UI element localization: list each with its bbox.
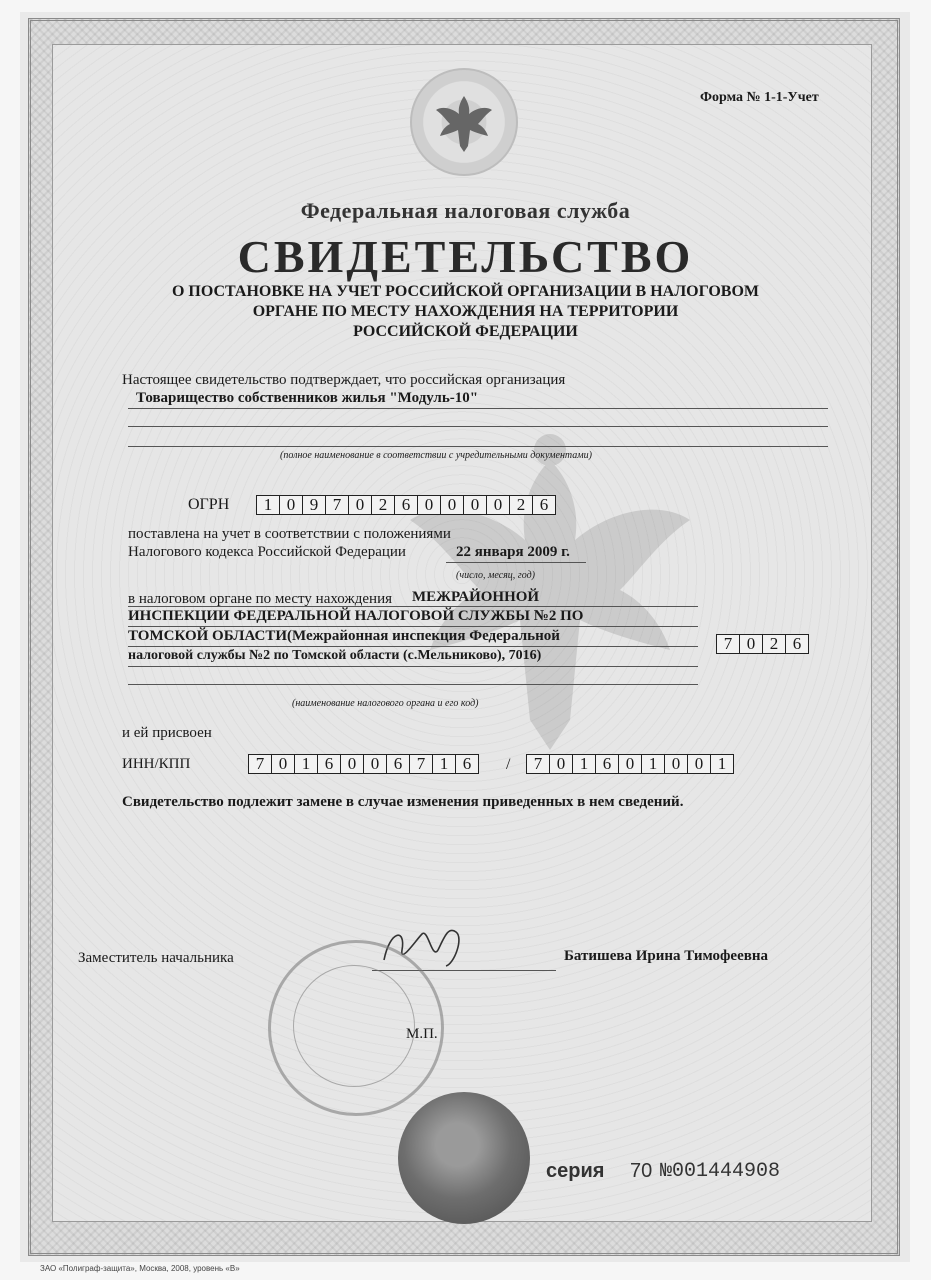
- tax-office-caption: (наименование налогового органа и его код): [292, 698, 479, 709]
- hologram-seal-icon: [398, 1092, 530, 1224]
- inn-digit: 7: [249, 755, 272, 773]
- document-subtitle: [0, 282, 931, 342]
- inn-kpp-label: ИНН/КПП: [122, 756, 191, 772]
- ogrn-digit: 2: [372, 496, 395, 514]
- ogrn-digit: 0: [418, 496, 441, 514]
- tax-office-line: ИНСПЕКЦИИ ФЕДЕРАЛЬНОЙ НАЛОГОВОЙ СЛУЖБЫ №2 ПО: [128, 608, 584, 624]
- subtitle-line: ОРГАНЕ ПО МЕСТУ НАХОЖДЕНИЯ НА ТЕРРИТОРИИ: [252, 303, 679, 320]
- inn-digit: 6: [387, 755, 410, 773]
- kpp-digit: 1: [642, 755, 665, 773]
- document-title: СВИДЕТЕЛЬСТВО: [237, 231, 694, 282]
- kpp-digit: 0: [688, 755, 711, 773]
- ogrn-digit: 0: [349, 496, 372, 514]
- ogrn-digit: 7: [326, 496, 349, 514]
- replacement-notice: Свидетельство подлежит замене в случае изменения приведенных в нем сведений.: [122, 794, 684, 810]
- inn-digit: 0: [364, 755, 387, 773]
- tax-office-code-digit: 7: [717, 635, 740, 653]
- inn-digit: 1: [433, 755, 456, 773]
- subtitle-line: РОССИЙСКОЙ ФЕДЕРАЦИИ: [353, 323, 578, 340]
- ogrn-digit: 9: [303, 496, 326, 514]
- agency-name: Федеральная налоговая служба: [300, 198, 631, 223]
- divider: [128, 426, 828, 427]
- organization-name-caption: (полное наименование в соответствии с учредительными документами): [280, 450, 592, 461]
- tax-office-code-digit: 0: [740, 635, 763, 653]
- signer-title: Заместитель начальника: [78, 950, 234, 966]
- divider: [128, 646, 698, 647]
- stamp-place-label: М.П.: [406, 1026, 438, 1042]
- ogrn-digit: 2: [510, 496, 533, 514]
- series-label: серия: [546, 1160, 605, 1182]
- divider: [446, 562, 586, 563]
- tax-office-code-digit: 2: [763, 635, 786, 653]
- tax-office-prefix: в налоговом органе по месту нахождения: [128, 591, 393, 607]
- ogrn-digit: 0: [280, 496, 303, 514]
- kpp-digit: 0: [665, 755, 688, 773]
- divider: [128, 666, 698, 667]
- inn-digit: 7: [410, 755, 433, 773]
- inn-digit: 0: [341, 755, 364, 773]
- divider: [128, 446, 828, 447]
- divider: [128, 684, 698, 685]
- kpp-digit: 0: [550, 755, 573, 773]
- inn-digit: 6: [462, 754, 472, 773]
- inn-digit: 0: [272, 755, 295, 773]
- ogrn-boxes: [256, 495, 556, 515]
- registered-text-2: Налогового кодекса Российской Федерации: [128, 544, 406, 560]
- organization-name: Товарищество собственников жилья "Модуль-10": [136, 390, 479, 406]
- kpp-digit: 7: [527, 755, 550, 773]
- kpp-digit: 6: [596, 755, 619, 773]
- ogrn-digit: 1: [257, 496, 280, 514]
- inn-kpp-separator: /: [506, 756, 511, 773]
- assigned-text: и ей присвоен: [122, 725, 212, 741]
- kpp-digit: 0: [619, 755, 642, 773]
- inn-digit: 1: [295, 755, 318, 773]
- kpp-digit: 1: [717, 754, 727, 773]
- tax-office-code-digit: 6: [792, 634, 802, 653]
- tax-office-line: налоговой службы №2 по Томской области (с.Мельниково), 7016): [128, 648, 542, 663]
- ogrn-digit: 6: [539, 495, 549, 514]
- tax-office-line: ТОМСКОЙ ОБЛАСТИ(Межрайонная инспекция Федеральной: [128, 628, 560, 644]
- kpp-digit: 1: [573, 755, 596, 773]
- series-number: №001444908: [660, 1160, 781, 1183]
- printer-imprint: ЗАО «Полиграф-защита», Москва, 2008, уровень «В»: [40, 1264, 240, 1273]
- ogrn-digit: 0: [441, 496, 464, 514]
- inn-digit: 6: [318, 755, 341, 773]
- ogrn-digit: 0: [487, 496, 510, 514]
- divider: [128, 408, 828, 409]
- ogrn-digit: 0: [464, 496, 487, 514]
- ogrn-label: ОГРН: [188, 496, 230, 513]
- inn-boxes: [248, 754, 479, 774]
- divider: [128, 606, 698, 607]
- date-caption: (число, месяц, год): [456, 570, 535, 581]
- tax-office-code-boxes: [716, 634, 809, 654]
- registered-text-1: поставлена на учет в соответствии с положениями: [128, 526, 451, 542]
- state-emblem-icon: [410, 68, 518, 176]
- kpp-boxes: [526, 754, 734, 774]
- intro-text: Настоящее свидетельство подтверждает, что российская организация: [122, 372, 566, 388]
- subtitle-line: О ПОСТАНОВКЕ НА УЧЕТ РОССИЙСКОЙ ОРГАНИЗАЦИИ В НАЛОГОВОМ: [171, 283, 760, 300]
- ogrn-digit: 6: [395, 496, 418, 514]
- divider: [128, 626, 698, 627]
- tax-office-line: МЕЖРАЙОННОЙ: [412, 589, 540, 605]
- series-value: 70: [630, 1160, 653, 1182]
- form-number: Форма № 1-1-Учет: [700, 90, 819, 105]
- signer-name: Батишева Ирина Тимофеевна: [564, 948, 768, 964]
- registration-date: 22 января 2009 г.: [456, 544, 570, 560]
